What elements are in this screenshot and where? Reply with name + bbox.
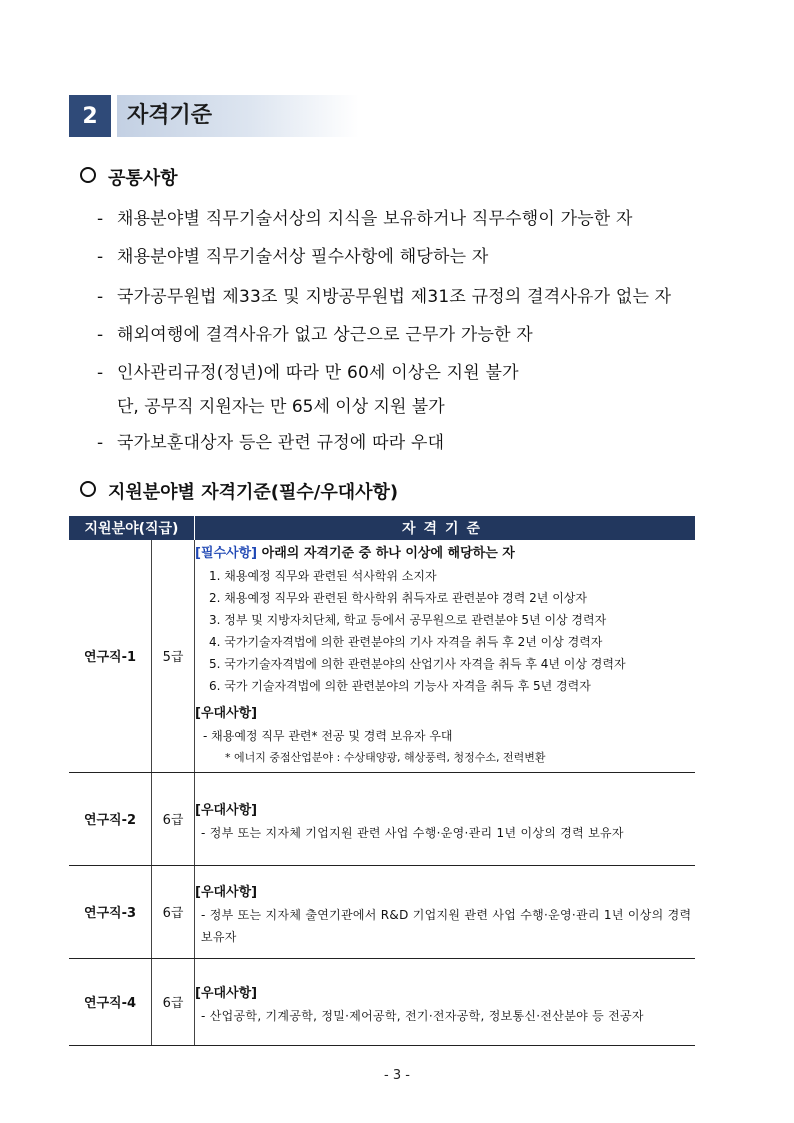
preferred-title: [우대사항] xyxy=(195,705,258,721)
preferred-text: - 채용예정 직무 관련* 전공 및 경력 보유자 우대 xyxy=(203,728,453,743)
criteria-cell xyxy=(195,865,696,958)
criteria-cell xyxy=(195,772,696,865)
common-item-continuation: 단, 공무직 지원자는 만 65세 이상 지원 불가 xyxy=(117,397,445,417)
required-item: 4. 국가기술자격법에 의한 관련분야의 기사 자격을 취득 후 2년 이상 경력자 xyxy=(209,634,603,649)
criteria-cell xyxy=(195,958,696,1045)
field-cell: 연구직-4 xyxy=(69,958,152,1045)
table-row xyxy=(69,958,695,1045)
col-field-header: 지원분야(직급) xyxy=(69,516,195,540)
preferred-title: [우대사항] xyxy=(195,802,258,818)
required-item: 5. 국가기술자격법에 의한 관련분야의 산업기사 자격을 취득 후 4년 이상 경력자 xyxy=(209,656,626,671)
col-criteria-header: 자격기준 xyxy=(195,516,696,540)
preferred-text: - 산업공학, 기계공학, 정밀·제어공학, 전기·전자공학, 정보통신·전산분야 등 전공자 xyxy=(201,1008,644,1023)
field-cell: 연구직-3 xyxy=(69,865,152,958)
circle-bullet-icon xyxy=(80,481,96,497)
required-item: 6. 국가 기술자격법에 의한 관련분야의 기능사 자격을 취득 후 5년 경력자 xyxy=(209,678,591,693)
circle-bullet-icon xyxy=(80,167,96,183)
section-header xyxy=(69,95,359,137)
common-item: - 인사관리규정(정년)에 따라 만 60세 이상은 지원 불가 xyxy=(97,363,519,383)
common-item: - 국가공무원법 제33조 및 지방공무원법 제31조 규정의 결격사유가 없는 자 xyxy=(97,287,672,307)
common-heading xyxy=(80,164,178,190)
preferred-note: * 에너지 중점산업분야 : 수상태양광, 해상풍력, 청정수소, 전력변환 xyxy=(225,750,546,764)
criteria-cell xyxy=(195,540,696,772)
preferred-text: - 정부 또는 지자체 기업지원 관련 사업 수행·운영·관리 1년 이상의 경력 보유자 xyxy=(201,825,624,840)
field-cell: 연구직-2 xyxy=(69,772,152,865)
table-row xyxy=(69,865,695,958)
criteria-heading xyxy=(80,478,398,504)
common-heading-text: 공통사항 xyxy=(108,168,178,189)
common-item: - 채용분야별 직무기술서상의 지식을 보유하거나 직무수행이 가능한 자 xyxy=(97,209,633,229)
grade-cell: 6급 xyxy=(152,772,195,865)
criteria-table xyxy=(69,516,695,1046)
common-item: - 채용분야별 직무기술서상 필수사항에 해당하는 자 xyxy=(97,247,489,267)
grade-cell: 5급 xyxy=(152,540,195,772)
common-item: - 해외여행에 결격사유가 없고 상근으로 근무가 가능한 자 xyxy=(97,325,533,345)
criteria-heading-text: 지원분야별 자격기준(필수/우대사항) xyxy=(108,482,399,503)
page-number: - 3 - xyxy=(384,1068,410,1083)
required-title: [필수사항] 아래의 자격기준 중 하나 이상에 해당하는 자 xyxy=(195,545,515,561)
grade-cell: 6급 xyxy=(152,958,195,1045)
section-title: 자격기준 xyxy=(127,103,213,128)
preferred-title: [우대사항] xyxy=(195,985,258,1001)
section-number: 2 xyxy=(69,95,111,137)
common-item: - 국가보훈대상자 등은 관련 규정에 따라 우대 xyxy=(97,433,445,453)
required-item: 2. 채용예정 직무와 관련된 학사학위 취득자로 관련분야 경력 2년 이상자 xyxy=(209,590,587,605)
table-row xyxy=(69,540,695,772)
preferred-title: [우대사항] xyxy=(195,884,258,900)
table-row xyxy=(69,772,695,865)
required-item: 3. 정부 및 지방자치단체, 학교 등에서 공무원으로 관련분야 5년 이상 경력자 xyxy=(209,612,607,627)
required-item: 1. 채용예정 직무와 관련된 석사학위 소지자 xyxy=(209,568,437,583)
field-cell: 연구직-1 xyxy=(69,540,152,772)
grade-cell: 6급 xyxy=(152,865,195,958)
preferred-text: - 정부 또는 지자체 출연기관에서 R&D 기업지원 관련 사업 수행·운영·관리 1년 이상의 경력 보유자 xyxy=(201,907,692,944)
